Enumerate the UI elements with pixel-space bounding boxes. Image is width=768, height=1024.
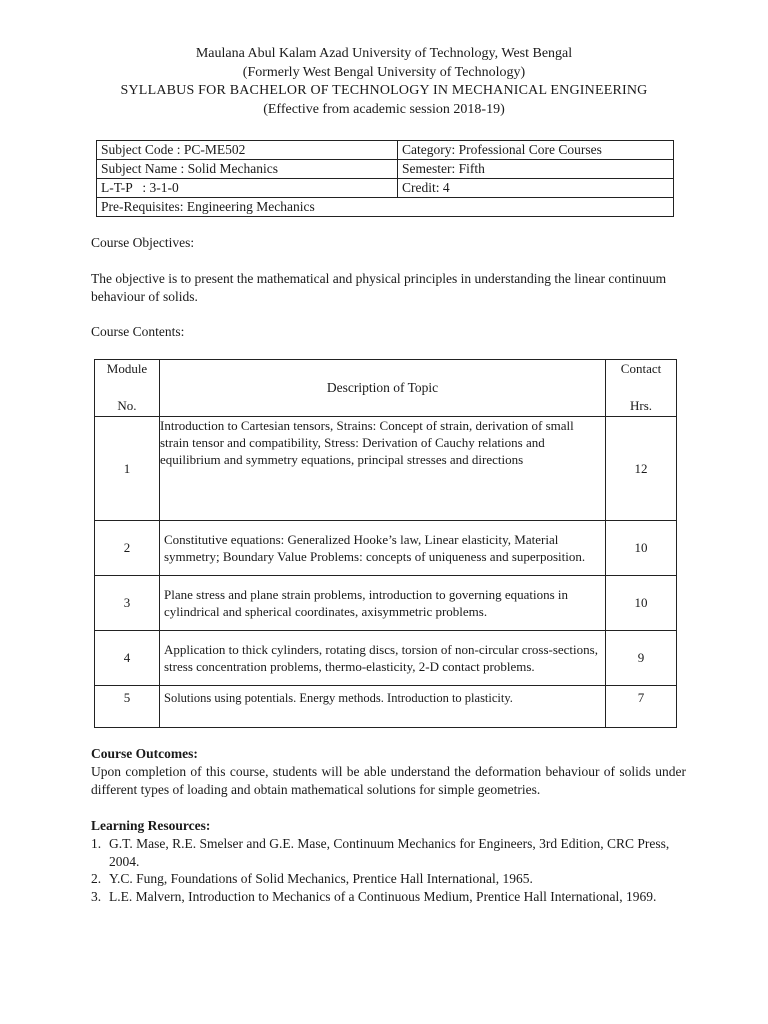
semester: Semester: Fifth [398,160,674,179]
contents-heading: Course Contents: [91,324,185,339]
module-number: 5 [95,686,160,728]
info-row [97,198,674,217]
list-number: 2. [91,871,102,886]
table-header-row [95,360,677,417]
references-list [91,835,691,905]
outcomes-text: Upon completion of this course, students will be able understand the deformation behaviour of solids under different types of loading and obtain mathematical solutions for simple geometries. [91,764,686,797]
module-column-header [95,360,160,417]
table-row [95,576,677,631]
objectives-heading: Course Objectives: [91,235,195,250]
module-number: 3 [95,576,160,631]
table-row [95,686,677,728]
ltp: L-T-P : 3-1-0 [97,179,398,198]
module-description: Plane stress and plane strain problems, introduction to governing equations in cylindrical and spherical coordinates, axisymmetric problems. [160,576,606,631]
outcomes-heading: Course Outcomes: [91,746,198,761]
list-number: 1. [91,836,102,851]
module-hours: 9 [606,631,677,686]
hours-column-header [606,360,677,417]
module-number: 2 [95,521,160,576]
credit: Credit: 4 [398,179,674,198]
syllabus-title: SYLLABUS FOR BACHELOR OF TECHNOLOGY IN MECHANICAL ENGINEERING [120,83,648,98]
module-header-top: Module [106,361,148,376]
course-contents-table [94,359,677,728]
course-info-table [96,140,674,217]
module-description: Introduction to Cartesian tensors, Strains: Concept of strain, derivation of small strain tensor and compatibility, Stress: Derivation of Cauchy relations and equilibrium and symmetry equations, principal stresses and directions [160,417,606,521]
info-row [97,179,674,198]
list-item [91,870,691,888]
category: Category: Professional Core Courses [398,141,674,160]
subject-code: Subject Code : PC-ME502 [97,141,398,160]
info-row [97,160,674,179]
module-hours: 10 [606,521,677,576]
list-item [91,835,691,870]
module-hours: 7 [606,686,677,728]
table-row [95,521,677,576]
effective-session: (Effective from academic session 2018-19) [263,102,505,117]
prerequisites: Pre-Requisites: Engineering Mechanics [97,198,674,217]
university-name: Maulana Abul Kalam Azad University of Technology, West Bengal [195,46,573,61]
module-description: Solutions using potentials. Energy methods. Introduction to plasticity. [160,686,606,728]
table-row [95,631,677,686]
description-column-header: Description of Topic [160,360,606,417]
reference-text: G.T. Mase, R.E. Smelser and G.E. Mase, Continuum Mechanics for Engineers, 3rd Edition, CRC Press, 2004. [109,836,670,869]
module-hours: 12 [606,417,677,521]
resources-heading: Learning Resources: [91,818,211,833]
list-number: 3. [91,888,102,904]
module-header-bottom: No. [117,398,137,413]
reference-text: Y.C. Fung, Foundations of Solid Mechanics, Prentice Hall International, 1965. [109,871,533,886]
module-description: Constitutive equations: Generalized Hooke’s law, Linear elasticity, Material symmetry; Boundary Value Problems: concepts of uniqueness and superposition. [160,521,606,576]
hours-header-top: Contact [620,361,662,376]
objectives-text: The objective is to present the mathematical and physical principles in understanding the linear continuum behaviour of solids. [91,271,667,304]
module-description: Application to thick cylinders, rotating discs, torsion of non-circular cross-sections, stress concentration problems, thermo-elasticity, 2-D contact problems. [160,631,606,686]
module-number: 4 [95,631,160,686]
list-item [91,888,691,906]
module-hours: 10 [606,576,677,631]
module-number: 1 [95,417,160,521]
subject-name: Subject Name : Solid Mechanics [97,160,398,179]
former-name: (Formerly West Bengal University of Technology) [242,65,526,80]
hours-header-bottom: Hrs. [629,398,653,413]
info-row [97,141,674,160]
table-row [95,417,677,521]
reference-text: L.E. Malvern, Introduction to Mechanics of a Continuous Medium, Prentice Hall International, 1969. [109,888,657,904]
